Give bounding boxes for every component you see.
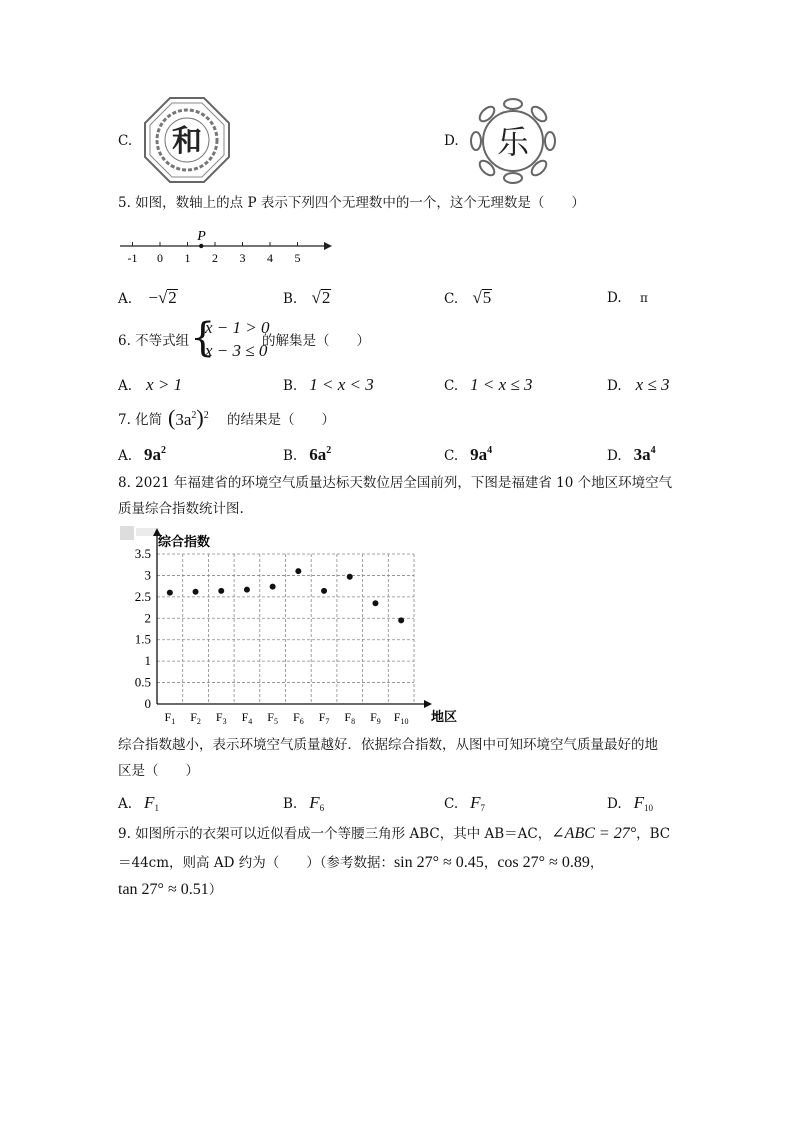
q8-option-c[interactable]: C. $F_7$ (444, 793, 486, 813)
chart-x-tick-label: $F_7$ (318, 710, 330, 726)
q8-option-d[interactable]: D. $F_{10}$ (607, 793, 654, 813)
chart-y-axis-label: 综合指数 (158, 534, 211, 549)
q5-option-b[interactable]: B. √2 (283, 288, 331, 307)
q4-option-c-char: 和 (172, 125, 202, 158)
q7-option-c[interactable]: C. $9a^4$ (444, 445, 493, 464)
chart-point-f5 (270, 584, 276, 590)
q7-option-a[interactable]: A. $9a^2$ (118, 445, 167, 464)
q4-option-d-emblem (468, 96, 558, 186)
q9-line1: 9. 如图所示的衣架可以近似看成一个等腰三角形 ABC，其中 AB＝AC，∠ABC = 27°，BC (118, 825, 671, 842)
chart-y-tick-label: 3.5 (134, 546, 151, 561)
chart-x-tick-label: $F_{10}$ (393, 710, 409, 726)
q8-follow-line1: 综合指数越小，表示环境空气质量越好．依据综合指数，从图中可知环境空气质量最好的地 (118, 737, 658, 753)
q4-option-c-emblem (143, 96, 231, 184)
point-p-label: P (197, 229, 206, 244)
chart-x-tick-label: $F_8$ (344, 710, 356, 726)
chart-y-tick-label: 1.5 (134, 631, 151, 647)
q6-option-c[interactable]: C. 1 < x ≤ 3 (444, 375, 533, 394)
chart-point-f1 (167, 590, 173, 596)
q5-stem: 5. 如图，数轴上的点 P 表示下列四个无理数中的一个，这个无理数是（ ） (118, 195, 585, 211)
q4-option-d-char: 乐 (496, 124, 530, 160)
chart-point-f4 (244, 587, 250, 593)
q4-option-c-label: C. (118, 133, 133, 149)
q7-option-d[interactable]: D. $3a^4$ (607, 445, 656, 464)
q4-option-d-label: D. (444, 133, 459, 149)
q9-line2: ＝44cm，则高 AD 约为（ ）（参考数据：sin 27° ≈ 0.45，cos 27° ≈ 0.89， (118, 854, 604, 871)
number-line-tick-label: -1 (127, 251, 138, 265)
chart-y-tick-label: 0 (144, 696, 151, 711)
q8-follow-line2: 区是（ ） (118, 763, 199, 779)
chart-x-tick-label: $F_3$ (215, 710, 227, 726)
number-line-tick-label: 4 (267, 251, 273, 265)
q8-option-a[interactable]: A. $F_1$ (118, 793, 159, 813)
q7-stem-before: 7. 化简 (118, 412, 163, 428)
q7-expression: $(3a^2)^2$ (168, 405, 209, 430)
chart-point-f6 (295, 568, 301, 574)
chart-point-f10 (398, 617, 404, 623)
chart-x-tick-label: $F_6$ (293, 710, 304, 726)
chart-point-f9 (372, 600, 378, 606)
q7-stem-after: 的结果是（ ） (227, 412, 335, 428)
chart-x-tick-label: $F_9$ (370, 710, 381, 726)
chart-x-tick-label: $F_2$ (190, 710, 201, 726)
chart-point-f8 (347, 574, 353, 580)
chart-y-tick-label: 0.5 (134, 674, 151, 690)
number-line-tick-label: 0 (157, 251, 163, 265)
q5-option-c[interactable]: C. √5 (444, 288, 492, 307)
number-line-tick-label: 2 (212, 251, 218, 265)
number-line-tick-label: 1 (184, 251, 191, 265)
q6-option-a[interactable]: A. x > 1 (118, 375, 183, 394)
chart-y-tick-label: 1 (144, 653, 151, 669)
q5-option-a[interactable]: A. −√2 (118, 288, 177, 307)
point-p-marker (199, 244, 203, 248)
q7-option-b[interactable]: B. $6a^2$ (283, 445, 332, 464)
chart-point-f3 (218, 588, 224, 594)
q8-option-b[interactable]: B. $F_6$ (283, 793, 325, 813)
q9-line3: tan 27° ≈ 0.51） (118, 881, 223, 898)
chart-point-f7 (321, 588, 327, 594)
chart-x-arrow (424, 700, 432, 708)
q6-brace: { (190, 315, 216, 361)
number-line-tick-label: 3 (239, 251, 246, 265)
q6-option-d[interactable]: D. x ≤ 3 (607, 375, 670, 394)
chart-x-tick-label: $F_4$ (241, 710, 253, 726)
q6-line2: x − 3 ≤ 0 (205, 341, 268, 360)
q6-stem-before: 6. 不等式组 (118, 333, 190, 349)
q5-option-d[interactable]: D. π (607, 290, 648, 306)
number-line-tick-label: 5 (294, 251, 301, 265)
chart-point-f2 (193, 589, 199, 595)
q6-stem-after: 的解集是（ ） (262, 333, 370, 349)
chart-x-tick-label: $F_5$ (267, 710, 278, 726)
q8-stem-line1: 8. 2021 年福建省的环境空气质量达标天数位居全国前列，下图是福建省 10 个地区环境空气 (118, 475, 673, 491)
chart-y-tick-label: 3 (144, 567, 151, 583)
chart-x-tick-label: $F_1$ (164, 710, 176, 726)
q8-scatter-chart (118, 524, 468, 729)
q5-number-line (118, 226, 333, 266)
chart-y-tick-label: 2.5 (134, 588, 151, 604)
q6-option-b[interactable]: B. 1 < x < 3 (283, 375, 374, 394)
q8-stem-line2: 质量综合指数统计图. (118, 501, 244, 517)
chart-x-axis-label: 地区 (431, 709, 458, 724)
q6-line1: x − 1 > 0 (205, 318, 270, 337)
chart-y-tick-label: 2 (144, 610, 151, 626)
